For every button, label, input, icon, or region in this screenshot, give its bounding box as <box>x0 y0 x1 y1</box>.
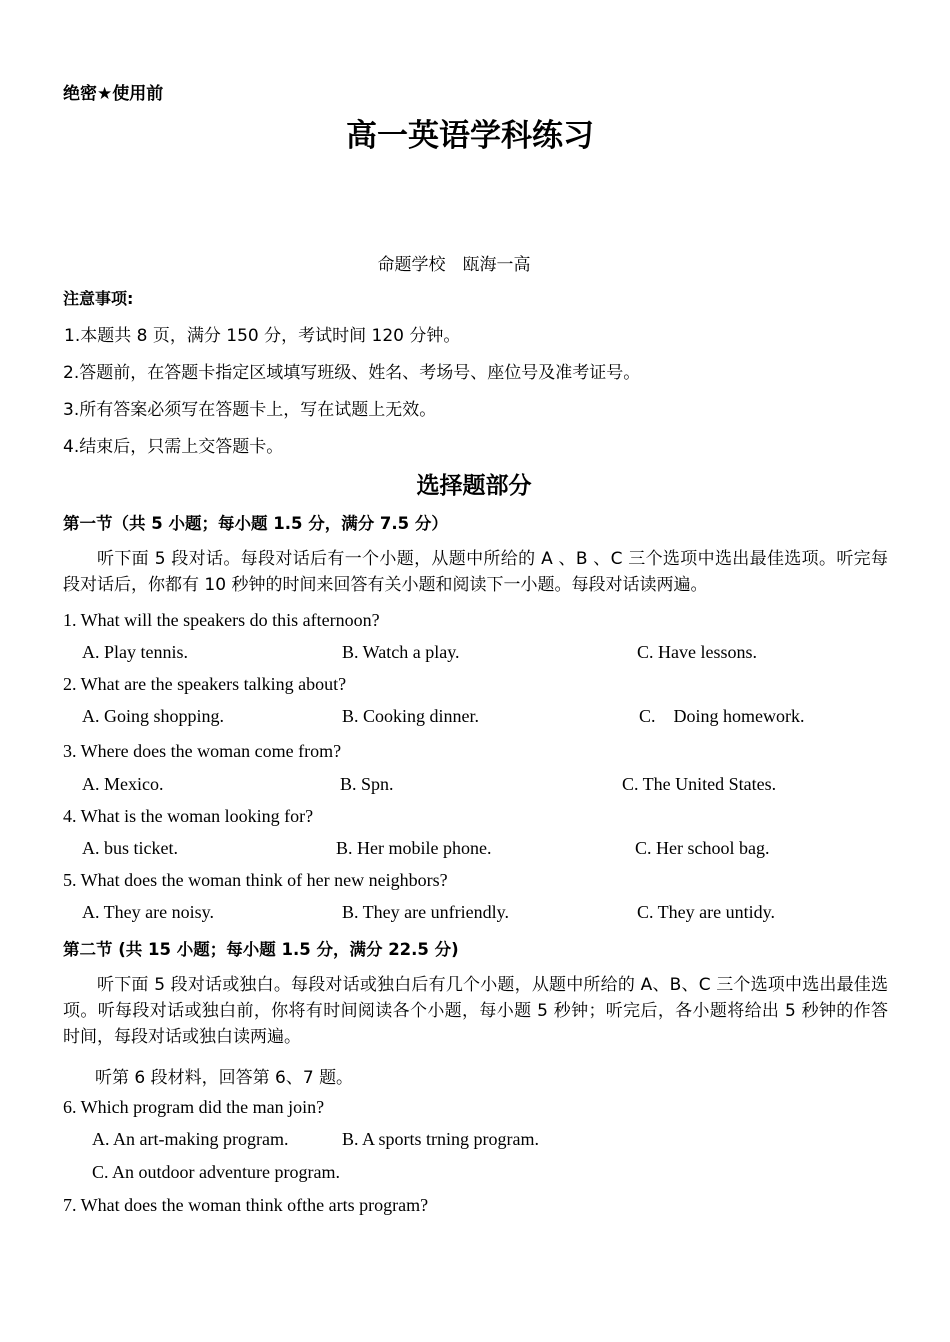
question-stem: 3. Where does the woman come from? <box>63 741 342 761</box>
option-a: A. Going shopping. <box>82 706 225 726</box>
option-b: B. A sports trning program. <box>342 1129 539 1149</box>
option-a: A. They are noisy. <box>82 902 214 922</box>
question-stem: 1. What will the speakers do this afternoon? <box>63 610 380 630</box>
notice-item: 3.所有答案必须写在答题卡上，写在试题上无效。 <box>63 400 437 420</box>
question-stem: 2. What are the speakers talking about? <box>63 674 347 694</box>
option-a: A. bus ticket. <box>82 838 178 858</box>
part2-heading: 第二节 (共 15 小题；每小题 1.5 分，满分 22.5 分) <box>63 940 459 959</box>
notice-item: 4.结束后，只需上交答题卡。 <box>63 437 284 457</box>
confidential-label: 绝密★使用前 <box>63 84 164 104</box>
part2-instructions: 听下面 5 段对话或独白。每段对话或独白后有几个小题，从题中所给的 A、B、C 三个选项中选出最佳选项。听每段对话或独白前，你将有时间阅读各个小题，每小题 5 秒钟；听完后，各小题将给出 5 秒钟的作答时间，每段对话或独白读两遍。 <box>63 975 888 1047</box>
notice-item: 1.本题共 8 页，满分 150 分，考试时间 120 分钟。 <box>64 326 461 346</box>
option-a: A. Play tennis. <box>82 642 188 662</box>
option-c: C. They are untidy. <box>637 902 775 922</box>
option-c: C. Doing homework. <box>639 706 805 726</box>
page-title: 高一英语学科练习 <box>346 118 594 154</box>
question-stem: 4. What is the woman looking for? <box>63 806 314 826</box>
option-c: C. The United States. <box>622 774 777 794</box>
question-stem: 5. What does the woman think of her new neighbors? <box>63 870 448 890</box>
notice-item: 2.答题前，在答题卡指定区域填写班级、姓名、考场号、座位号及准考证号。 <box>63 363 641 383</box>
option-b: B. Spn. <box>340 774 394 794</box>
option-c: C. Her school bag. <box>635 838 770 858</box>
section-title: 选择题部分 <box>416 473 532 499</box>
question-stem: 6. Which program did the man join? <box>63 1097 325 1117</box>
exam-school: 命题学校 瓯海一高 <box>377 255 531 275</box>
option-a: A. An art-making program. <box>92 1129 289 1149</box>
question-stem: 7. What does the woman think ofthe arts program? <box>63 1195 429 1215</box>
part1-heading: 第一节（共 5 小题；每小题 1.5 分，满分 7.5 分） <box>63 514 448 533</box>
option-b: B. They are unfriendly. <box>342 902 509 922</box>
notice-heading: 注意事项: <box>63 289 134 308</box>
option-c: C. An outdoor adventure program. <box>92 1162 340 1182</box>
option-b: B. Watch a play. <box>342 642 460 662</box>
option-b: B. Cooking dinner. <box>342 706 480 726</box>
material-intro: 听第 6 段材料，回答第 6、7 题。 <box>95 1068 354 1088</box>
option-a: A. Mexico. <box>82 774 164 794</box>
part1-instructions: 听下面 5 段对话。每段对话后有一个小题，从题中所给的 A 、B 、C 三个选项中选出最佳选项。听完每段对话后，你都有 10 秒钟的时间来回答有关小题和阅读下一小题。每段对话读两遍。 <box>63 549 888 595</box>
option-c: C. Have lessons. <box>637 642 757 662</box>
option-b: B. Her mobile phone. <box>336 838 492 858</box>
